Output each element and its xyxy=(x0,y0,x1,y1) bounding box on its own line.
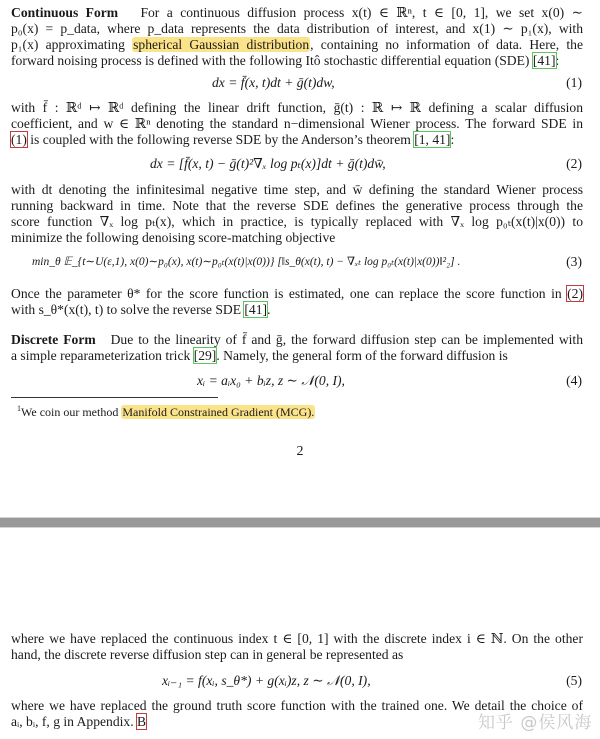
footnote-marker: 1 xyxy=(17,404,21,413)
document-page-1: Continuous Form For a continuous diffusion process x(t) ∈ ℝⁿ, t ∈ [0, 1], we set x(0) ∼ p₀(x) = p_data, where p_data represents the data distribution of interest, and x(1) ∼ p₁(x), with p₁(x) approximating spherical Gaussian distribution, containing no information of data. Here, the forward noising process is defined with the following Itô stochastic differential equation (SDE) [41]: dx = f̄(x, t)dt + ḡ(t)dw, (1) with f̄ : ℝᵈ ↦ ℝᵈ defining the linear drift function, ḡ(t) : ℝ ↦ ℝ defining a scalar diffusion coefficient, and w ∈ ℝⁿ denoting the standard n−dimensional Wiener process. The forward SDE in (1) is coupled with the following reverse SDE by the Anderson’s theorem [1, 41]: dx = [f̄(x, t) − ḡ(t)²∇ₓ log pₜ(x)]dt + ḡ(t)dw̄, (2) with dt denoting the infinitesimal negative time step, and w̄ defining the standard Wiener process running backward in time. Note that the reverse SDE defines the generative process through the score function ∇ₓ log pₜ(x), which in practice, is typically replaced with ∇ₓ log p₀ₜ(x(t)|x(0)) to minimize the following denoising score-matching objective min_θ 𝔼_{t∼U(ε,1), x(0)∼p₀(x), x(t)∼p₀ₜ(x(t)|x(0))} [‖s_θ(x(t), t) − ∇ₓₜ log p₀ₜ(x(t)|x(0))‖²₂] . (3) Once the parameter θ* for the score function is estimated, one can replace the score function in (2) with s_θ*(x(t), t) to solve the reverse SDE [41]. Discrete Form Due to the linearity of f̄ and ḡ, the forward diffusion step can be implemented with a simple reparameterization trick [29]. Namely, the general form of the forward diffusion is xᵢ = aᵢx₀ + bᵢz, z ∼ 𝒩(0, I), (4) $^1$We coin our method Manifold Constrained Gradient (MCG). 2 xyxy=(0,0,600,517)
paragraph-line: minimize the following denoising score-matching objective xyxy=(11,230,336,245)
paragraph-line: p₁(x) approximating spherical Gaussian distribution, containing no information of data. Here, the xyxy=(11,37,583,52)
equation-ref-link[interactable]: (2) xyxy=(567,286,583,301)
appendix-ref-link[interactable]: B xyxy=(137,714,147,729)
equation-number: (5) xyxy=(566,673,582,688)
equation-ref-link[interactable]: (1) xyxy=(11,132,27,147)
paragraph-line: (1) is coupled with the following reverse SDE by the Anderson’s theorem [1, 41]: xyxy=(11,132,455,147)
paragraph-line: with dt denoting the infinitesimal negative time step, and w̄ defining the standard Wiener process xyxy=(11,182,583,197)
highlighted-text: spherical Gaussian distribution xyxy=(133,37,310,52)
paragraph-line: Continuous Form For a continuous diffusion process x(t) ∈ ℝⁿ, t ∈ [0, 1], we set x(0) ∼ xyxy=(11,5,583,20)
paragraph-line: where we have replaced the ground truth score function with the trained one. We detail the choice of xyxy=(11,698,583,713)
highlighted-text: Manifold Constrained Gradient (MCG). xyxy=(122,405,315,419)
equation-number: (2) xyxy=(566,156,582,171)
citation-link[interactable]: [41] xyxy=(244,302,268,317)
paragraph-line: where we have replaced the continuous index t ∈ [0, 1] with the discrete index i ∈ ℕ. On the other xyxy=(11,631,583,646)
page-number: 2 xyxy=(296,444,304,459)
paragraph-line: forward noising process is defined with the following Itô stochastic differential equation (SDE) [41]: xyxy=(11,53,560,68)
page-separator xyxy=(0,517,600,528)
paragraph-line: coefficient, and w ∈ ℝⁿ denoting the standard n−dimensional Wiener process. The forward SDE in xyxy=(11,116,583,131)
equation-number: (1) xyxy=(566,75,582,90)
section-heading-continuous: Continuous Form xyxy=(11,5,119,20)
equation-number: (3) xyxy=(566,254,582,269)
paragraph-line: p₀(x) = p_data, where p_data represents the data distribution of interest, and x(1) ∼ p₁(x), with xyxy=(11,21,583,36)
footnote: $^1$We coin our method Manifold Constrained Gradient (MCG). xyxy=(17,404,315,419)
citation-link[interactable]: [41] xyxy=(532,53,556,68)
equation-number: (4) xyxy=(566,373,582,388)
section-heading-discrete: Discrete Form xyxy=(11,332,96,347)
footnote-rule xyxy=(11,397,218,398)
paragraph-line: with s_θ*(x(t), t) to solve the reverse SDE [41]. xyxy=(11,302,271,317)
paragraph-line: Discrete Form Due to the linearity of f̄ and ḡ, the forward diffusion step can be implemented with xyxy=(11,332,583,347)
paragraph-line: with f̄ : ℝᵈ ↦ ℝᵈ defining the linear drift function, ḡ(t) : ℝ ↦ ℝ defining a scalar diffusion xyxy=(11,100,583,115)
citation-link[interactable]: [1, 41] xyxy=(414,132,451,147)
paragraph-line: aᵢ, bᵢ, f, g in Appendix. B xyxy=(11,714,147,729)
paragraph-line: a simple reparameterization trick [29]. Namely, the general form of the forward diffusion is xyxy=(11,348,508,363)
paragraph-line: running backward in time. Note that the reverse SDE defines the generative process through the xyxy=(11,198,583,213)
paragraph-line: Once the parameter θ* for the score function is estimated, one can replace the score function in (2) xyxy=(11,286,583,301)
document-page-2: where we have replaced the continuous index t ∈ [0, 1] with the discrete index i ∈ ℕ. On the other hand, the discrete reverse diffusion step can in general be represented as xᵢ₋₁ = f(xᵢ, s_θ*) + g(xᵢ)z, z ∼ 𝒩(0, I), (5) where we have replaced the ground truth score function with the trained one. We detail the choice of aᵢ, bᵢ, f, g in Appendix. B xyxy=(11,631,583,729)
watermark: 知乎 @侯风海 xyxy=(478,713,593,733)
paragraph-line: score function ∇ₓ log pₜ(x), which in practice, is typically replaced with ∇ₓ log p₀ₜ(x(t)|x(0)) to xyxy=(11,214,583,229)
paragraph-line: hand, the discrete reverse diffusion step can in general be represented as xyxy=(11,647,404,662)
citation-link[interactable]: [29] xyxy=(193,348,217,363)
